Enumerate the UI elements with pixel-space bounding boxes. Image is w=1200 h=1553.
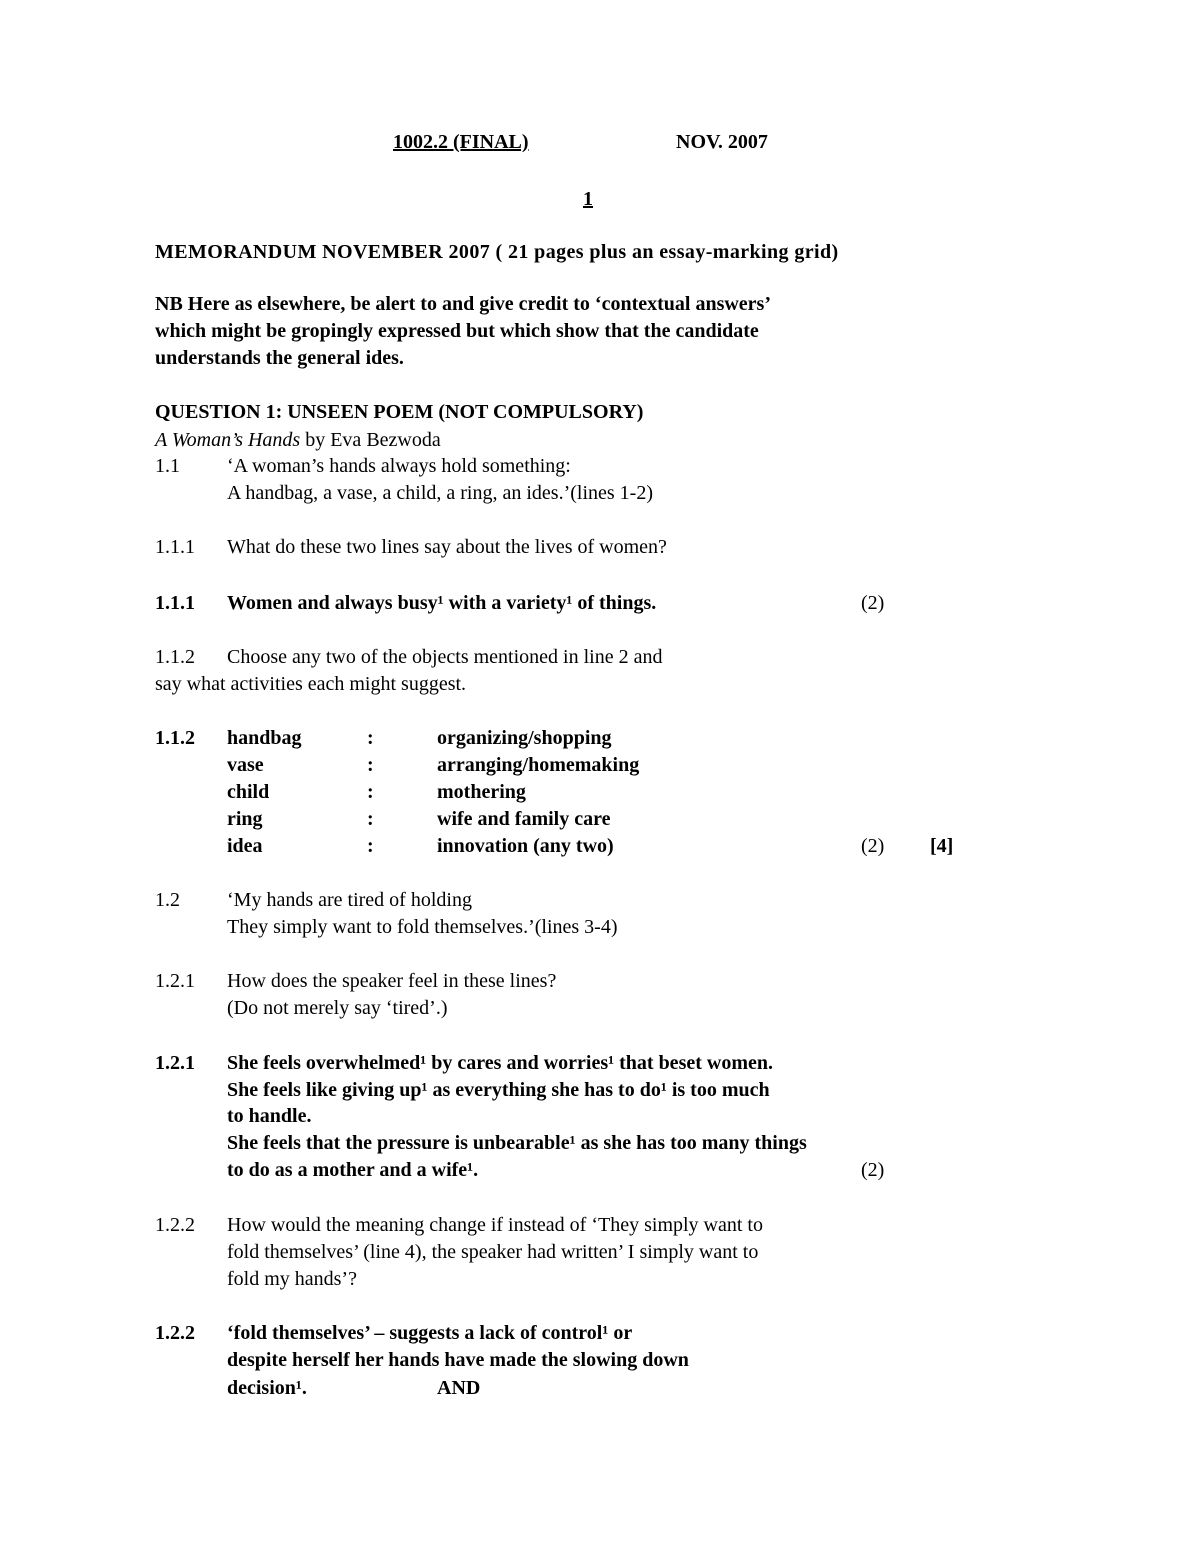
poem-author: by Eva Bezwoda <box>300 429 441 451</box>
marks: (2) <box>861 835 885 857</box>
poem-attribution <box>155 428 441 452</box>
question-text: How would the meaning change if instead of ‘They simply want to <box>227 1214 763 1236</box>
activity: organizing/shopping <box>437 727 612 749</box>
answer-number: 1.2.1 <box>155 1052 195 1074</box>
object: idea <box>227 835 263 857</box>
object: handbag <box>227 727 302 749</box>
quote-line: A handbag, a vase, a child, a ring, an ides.’(lines 1-2) <box>227 482 653 504</box>
item-number: 1.1.1 <box>155 536 195 558</box>
paper-code: 1002.2 (FINAL) <box>393 131 529 153</box>
nb-line: which might be gropingly expressed but which show that the candidate <box>155 320 759 342</box>
separator: : <box>367 754 374 776</box>
quote-line: ‘A woman’s hands always hold something: <box>227 455 571 477</box>
separator: : <box>367 781 374 803</box>
answer-text: to handle. <box>227 1105 312 1127</box>
question-text: How does the speaker feel in these lines? <box>227 970 557 992</box>
question-text: What do these two lines say about the lives of women? <box>227 536 667 558</box>
item-number: 1.1 <box>155 455 180 477</box>
question-heading: QUESTION 1: UNSEEN POEM (NOT COMPULSORY) <box>155 401 644 423</box>
question-text: say what activities each might suggest. <box>155 673 467 695</box>
answer-text: She feels like giving up¹ as everything she has to do¹ is too much <box>227 1079 770 1101</box>
memo-title: MEMORANDUM NOVEMBER 2007 ( 21 pages plus an essay-marking grid) <box>155 241 839 263</box>
item-number: 1.2.1 <box>155 970 195 992</box>
object: vase <box>227 754 264 776</box>
item-number: 1.1.2 <box>155 646 195 668</box>
question-text: Choose any two of the objects mentioned in line 2 and <box>227 646 663 668</box>
object: child <box>227 781 270 803</box>
separator: : <box>367 727 374 749</box>
answer-text: despite herself her hands have made the slowing down <box>227 1349 689 1371</box>
page-number: 1 <box>583 188 593 210</box>
separator: : <box>367 808 374 830</box>
activity: arranging/homemaking <box>437 754 640 776</box>
answer-number: 1.1.2 <box>155 727 195 749</box>
answer-number: 1.1.1 <box>155 592 195 614</box>
paper-date: NOV. 2007 <box>676 131 768 153</box>
answer-text: ‘fold themselves’ – suggests a lack of control¹ or <box>227 1322 633 1344</box>
poem-title: A Woman’s Hands <box>155 429 301 451</box>
quote-line: They simply want to fold themselves.’(lines 3-4) <box>227 916 618 938</box>
answer-number: 1.2.2 <box>155 1322 195 1344</box>
answer-text: Women and always busy¹ with a variety¹ of things. <box>227 592 657 614</box>
activity: innovation (any two) <box>437 835 614 857</box>
and-connector: AND <box>437 1377 481 1399</box>
answer-text: She feels that the pressure is unbearable¹ as she has too many things <box>227 1132 807 1154</box>
question-text: fold my hands’? <box>227 1268 357 1290</box>
activity: mothering <box>437 781 526 803</box>
activity: wife and family care <box>437 808 611 830</box>
question-text: fold themselves’ (line 4), the speaker had written’ I simply want to <box>227 1241 759 1263</box>
marks: (2) <box>861 592 885 614</box>
answer-text: decision¹. <box>227 1377 307 1399</box>
item-number: 1.2 <box>155 889 180 911</box>
quote-line: ‘My hands are tired of holding <box>227 889 472 911</box>
item-number: 1.2.2 <box>155 1214 195 1236</box>
marks: (2) <box>861 1159 885 1181</box>
question-text: (Do not merely say ‘tired’.) <box>227 997 448 1019</box>
answer-text: She feels overwhelmed¹ by cares and worries¹ that beset women. <box>227 1052 773 1074</box>
nb-line: NB Here as elsewhere, be alert to and give credit to ‘contextual answers’ <box>155 293 771 315</box>
total-marks: [4] <box>930 835 954 857</box>
nb-line: understands the general ides. <box>155 347 404 369</box>
answer-text: to do as a mother and a wife¹. <box>227 1159 479 1181</box>
separator: : <box>367 835 374 857</box>
object: ring <box>227 808 263 830</box>
